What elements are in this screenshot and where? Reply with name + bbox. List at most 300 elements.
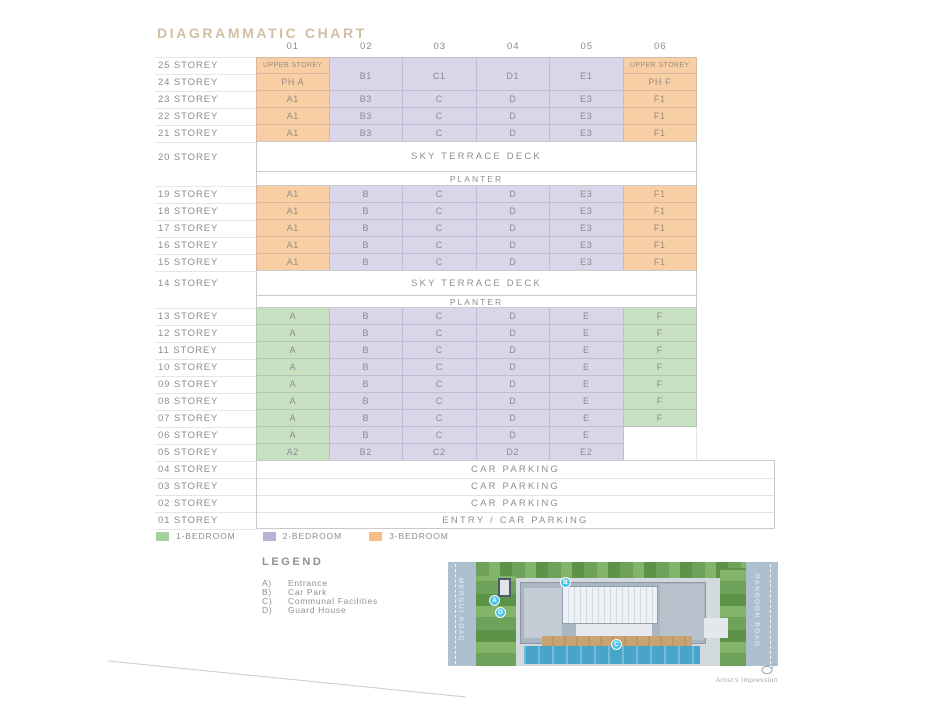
- unit-label: C: [435, 189, 443, 199]
- unit-label: D: [509, 413, 517, 423]
- legend-item-label: Communal Facilities: [288, 596, 378, 606]
- unit-cell: [256, 203, 330, 220]
- unit-cell: [403, 186, 477, 203]
- unit-cell: [330, 376, 404, 393]
- site-badge-b: B: [560, 577, 571, 588]
- unit-label: E3: [580, 189, 593, 199]
- unit-cell: [330, 237, 404, 254]
- unit-label: E: [582, 328, 590, 338]
- unit-cell: [550, 186, 624, 203]
- unit-label: A1: [286, 206, 299, 216]
- unit-cell: [256, 342, 330, 359]
- unit-cell: [477, 203, 551, 220]
- unit-label: D: [509, 223, 517, 233]
- unit-label: D1: [506, 71, 520, 81]
- unit-cell: [256, 308, 330, 325]
- storey-label: 02 STOREY: [158, 498, 219, 509]
- legend-item-label: Guard House: [288, 605, 347, 615]
- unit-cell: [403, 308, 477, 325]
- storey-row-line: [155, 203, 256, 204]
- unit-cell: [477, 325, 551, 342]
- storey-label: 07 STOREY: [158, 413, 219, 424]
- unit-cell: [477, 342, 551, 359]
- storey-row-line: [155, 461, 256, 462]
- unit-cell: [624, 220, 698, 237]
- unit-label: B: [362, 379, 370, 389]
- unit-cell: [624, 410, 698, 427]
- unit-label: A: [289, 345, 297, 355]
- legend-item-key: C): [262, 596, 273, 606]
- unit-label: A: [289, 396, 297, 406]
- unit-cell: [256, 359, 330, 376]
- unit-label: B: [362, 223, 370, 233]
- unit-cell: [550, 427, 624, 444]
- storey-row-line: [155, 142, 256, 143]
- unit-cell: [330, 427, 404, 444]
- unit-cell: [256, 444, 330, 461]
- unit-label: F1: [653, 128, 666, 138]
- mergui-road-label: MERGUI ROAD: [457, 578, 464, 643]
- unit-cell: [330, 203, 404, 220]
- storey-label: 06 STOREY: [158, 430, 219, 441]
- unit-label: C: [435, 128, 443, 138]
- unit-label: E: [582, 345, 590, 355]
- storey-label: 13 STOREY: [158, 311, 219, 322]
- unit-cell: [477, 444, 551, 461]
- unit-cell: [624, 376, 698, 393]
- unit-type-legend-item: [369, 531, 449, 541]
- storey-row-line: [155, 359, 256, 360]
- artists-impression-caption: Artist's Impression: [715, 677, 778, 684]
- unit-cell: [330, 125, 404, 142]
- unit-label: F1: [653, 223, 666, 233]
- unit-cell: [477, 108, 551, 125]
- unit-cell: [403, 108, 477, 125]
- storey-label: 05 STOREY: [158, 447, 219, 458]
- unit-cell: [550, 237, 624, 254]
- unit-cell: [477, 359, 551, 376]
- road-centerline: [455, 564, 456, 664]
- unit-label: D: [509, 430, 517, 440]
- unit-cell: [550, 125, 624, 142]
- unit-label: E: [582, 430, 590, 440]
- unit-label: C2: [432, 447, 446, 457]
- unit-type-label: 3-BEDROOM: [389, 531, 449, 541]
- storey-row-line: [155, 427, 256, 428]
- rangoon-road: [746, 562, 778, 666]
- unit-cell: [403, 237, 477, 254]
- unit-cell: [477, 186, 551, 203]
- unit-cell: [256, 91, 330, 108]
- unit-cell: [550, 108, 624, 125]
- unit-cell: [624, 91, 698, 108]
- site-plan-image: [448, 562, 778, 666]
- unit-label: E: [582, 362, 590, 372]
- unit-label: A1: [286, 94, 299, 104]
- unit-label: B: [362, 257, 370, 267]
- unit-label: E3: [580, 257, 593, 267]
- unit-label: D: [509, 257, 517, 267]
- stack-header: 01: [286, 41, 300, 52]
- car-parking-label: CAR PARKING: [471, 464, 560, 475]
- unit-label: A: [289, 430, 297, 440]
- page-title: DIAGRAMMATIC CHART: [157, 25, 367, 41]
- unit-label: D: [509, 379, 517, 389]
- stack-header: 06: [653, 41, 667, 52]
- unit-cell: [477, 410, 551, 427]
- unit-cell: [330, 57, 404, 91]
- unit-label: B: [362, 430, 370, 440]
- unit-label: A1: [286, 189, 299, 199]
- unit-label: D2: [506, 447, 520, 457]
- storey-label: 16 STOREY: [158, 240, 219, 251]
- unit-cell: [624, 74, 698, 91]
- storey-row-line: [155, 444, 256, 445]
- unit-cell: [403, 203, 477, 220]
- unit-label: C: [435, 396, 443, 406]
- unit-label: D: [509, 111, 517, 121]
- storey-label: 11 STOREY: [158, 345, 218, 356]
- unit-cell: [330, 91, 404, 108]
- unit-label: C: [435, 379, 443, 389]
- unit-cell: [477, 237, 551, 254]
- unit-cell: [550, 393, 624, 410]
- unit-label: F1: [653, 189, 666, 199]
- unit-cell: [256, 410, 330, 427]
- unit-cell: [403, 57, 477, 91]
- sky-terrace-band: SKY TERRACE DECK: [256, 141, 697, 172]
- unit-cell: [256, 220, 330, 237]
- unit-label: C: [435, 257, 443, 267]
- unit-cell: [477, 125, 551, 142]
- unit-cell: [256, 57, 330, 74]
- unit-cell: [403, 444, 477, 461]
- unit-label: D: [509, 396, 517, 406]
- unit-cell: [624, 325, 698, 342]
- storey-label: 03 STOREY: [158, 481, 219, 492]
- unit-cell: [624, 342, 698, 359]
- unit-label: E3: [580, 223, 593, 233]
- unit-cell: [624, 254, 698, 271]
- unit-label: E3: [580, 94, 593, 104]
- unit-label: B: [362, 345, 370, 355]
- legend-block: [262, 556, 378, 615]
- unit-type-legend-item: [156, 531, 236, 541]
- unit-cell: [403, 427, 477, 444]
- storey-label: 08 STOREY: [158, 396, 219, 407]
- site-badge-d: D: [495, 607, 506, 618]
- storey-row-line: [155, 186, 256, 187]
- unit-cell: [550, 325, 624, 342]
- unit-label: C: [435, 311, 443, 321]
- unit-cell: [624, 125, 698, 142]
- unit-label: D: [509, 128, 517, 138]
- building-left-wing: [524, 588, 562, 638]
- unit-label: A1: [286, 257, 299, 267]
- stack-header: 03: [433, 41, 447, 52]
- unit-label: B: [362, 311, 370, 321]
- unit-type-label: 1-BEDROOM: [176, 531, 236, 541]
- unit-label: A1: [286, 223, 299, 233]
- car-parking-box: [256, 460, 775, 529]
- storey-label: 21 STOREY: [158, 128, 219, 139]
- unit-label: A1: [286, 111, 299, 121]
- sky-terrace-band: SKY TERRACE DECK: [256, 270, 697, 296]
- unit-cell: [550, 410, 624, 427]
- unit-label: D: [509, 94, 517, 104]
- building-small-block: [704, 618, 728, 638]
- unit-label: F: [656, 362, 663, 372]
- unit-label: F: [656, 379, 663, 389]
- unit-label: C: [435, 345, 443, 355]
- unit-cell: [330, 410, 404, 427]
- unit-label: B2: [359, 447, 372, 457]
- unit-cell: [330, 359, 404, 376]
- planter-band: PLANTER: [256, 295, 697, 308]
- stack-header: 02: [359, 41, 373, 52]
- storey-row-line: [155, 271, 256, 272]
- unit-cell: [624, 108, 698, 125]
- unit-label: A: [289, 413, 297, 423]
- unit-label: D: [509, 362, 517, 372]
- storey-label: 10 STOREY: [158, 362, 219, 373]
- unit-label: A: [289, 379, 297, 389]
- building-roof: [562, 586, 658, 624]
- unit-label: C: [435, 362, 443, 372]
- unit-cell: [477, 308, 551, 325]
- legend-item-key: A): [262, 578, 272, 588]
- unit-cell: [403, 393, 477, 410]
- storey-label: 24 STOREY: [158, 77, 219, 88]
- unit-cell: [256, 393, 330, 410]
- unit-cell: [550, 57, 624, 91]
- unit-cell: [477, 57, 551, 91]
- storey-row-line: [155, 376, 256, 377]
- unit-cell: [403, 220, 477, 237]
- storey-label: 01 STOREY: [158, 515, 219, 526]
- storey-label: 22 STOREY: [158, 111, 219, 122]
- unit-label: E1: [580, 71, 593, 81]
- unit-cell: [403, 125, 477, 142]
- planter-band: PLANTER: [256, 171, 697, 186]
- storey-row-line: [155, 478, 256, 479]
- unit-label: F1: [653, 206, 666, 216]
- unit-cell: [330, 220, 404, 237]
- storey-row-line: [155, 91, 256, 92]
- unit-label: F: [656, 311, 663, 321]
- rangoon-road-label: RANGOON ROAD: [753, 574, 760, 648]
- storey-label: 18 STOREY: [158, 206, 219, 217]
- unit-label: D: [509, 328, 517, 338]
- trees-top: [476, 562, 746, 578]
- legend-item-key: B): [262, 587, 272, 597]
- unit-label: B3: [359, 94, 372, 104]
- unit-label: B: [362, 328, 370, 338]
- unit-cell: [624, 393, 698, 410]
- storey-row-line: [155, 308, 256, 309]
- unit-cell: [624, 237, 698, 254]
- unit-cell: [330, 308, 404, 325]
- unit-label: A1: [286, 240, 299, 250]
- unit-cell: [624, 203, 698, 220]
- legend-title: LEGEND: [262, 556, 324, 568]
- 2bed-swatch: [263, 532, 276, 541]
- empty-cell: [624, 427, 698, 444]
- unit-label: A: [289, 328, 297, 338]
- unit-label: F: [656, 396, 663, 406]
- unit-label: B1: [359, 71, 372, 81]
- unit-cell: [256, 427, 330, 444]
- unit-cell: [256, 254, 330, 271]
- storey-row-line: [155, 57, 256, 58]
- unit-label: C: [435, 413, 443, 423]
- unit-label: A2: [286, 447, 299, 457]
- trees-right: [720, 568, 746, 666]
- unit-cell: [550, 308, 624, 325]
- storey-label: 15 STOREY: [158, 257, 219, 268]
- building-right-wing: [660, 584, 704, 640]
- unit-cell: [403, 325, 477, 342]
- unit-label: B: [362, 362, 370, 372]
- unit-label: D: [509, 311, 517, 321]
- unit-cell: [330, 254, 404, 271]
- storey-label: 12 STOREY: [158, 328, 219, 339]
- unit-label: PH A: [281, 77, 305, 87]
- storey-row-line: [155, 74, 256, 75]
- car-parking-label: ENTRY / CAR PARKING: [442, 515, 589, 526]
- unit-cell: [550, 376, 624, 393]
- 3bed-swatch: [369, 532, 382, 541]
- unit-label: B: [362, 396, 370, 406]
- unit-cell: [256, 108, 330, 125]
- unit-cell: [550, 444, 624, 461]
- unit-cell: [550, 91, 624, 108]
- unit-label: C: [435, 111, 443, 121]
- storey-label: 09 STOREY: [158, 379, 219, 390]
- unit-label: F1: [653, 111, 666, 121]
- site-badge-a: A: [489, 595, 500, 606]
- unit-label: C: [435, 206, 443, 216]
- storey-row-line: [155, 108, 256, 109]
- unit-cell: [477, 220, 551, 237]
- unit-cell: [624, 186, 698, 203]
- unit-label: C: [435, 328, 443, 338]
- storey-label: 17 STOREY: [158, 223, 219, 234]
- unit-cell: [256, 186, 330, 203]
- unit-label: B: [362, 240, 370, 250]
- unit-label: C1: [432, 71, 446, 81]
- storey-row-line: [155, 342, 256, 343]
- unit-label: E: [582, 311, 590, 321]
- unit-cell: [256, 376, 330, 393]
- unit-label: A1: [286, 128, 299, 138]
- unit-label: F: [656, 328, 663, 338]
- unit-label: E: [582, 379, 590, 389]
- unit-label: E2: [580, 447, 593, 457]
- unit-cell: [550, 359, 624, 376]
- unit-cell: [403, 342, 477, 359]
- unit-cell: [477, 376, 551, 393]
- storey-row-line: [155, 393, 256, 394]
- unit-cell: [330, 186, 404, 203]
- unit-label: UPPER STOREY: [629, 61, 690, 69]
- road-centerline: [770, 564, 771, 664]
- unit-cell: [477, 393, 551, 410]
- unit-cell: [403, 410, 477, 427]
- unit-label: C: [435, 430, 443, 440]
- storey-label: 14 STOREY: [158, 278, 219, 289]
- unit-label: F1: [653, 94, 666, 104]
- unit-cell: [403, 376, 477, 393]
- stack-header: 05: [580, 41, 594, 52]
- svg-text:N: N: [773, 662, 776, 667]
- unit-cell: [624, 57, 698, 74]
- unit-label: E3: [580, 206, 593, 216]
- storey-label: 25 STOREY: [158, 60, 219, 71]
- unit-label: PH F: [648, 77, 672, 87]
- storey-label: 19 STOREY: [158, 189, 219, 200]
- unit-label: A: [289, 362, 297, 372]
- unit-label: E: [582, 396, 590, 406]
- storey-row-line: [155, 237, 256, 238]
- unit-label: UPPER STOREY: [262, 61, 323, 69]
- unit-label: C: [435, 240, 443, 250]
- unit-type-legend-item: [263, 531, 343, 541]
- storey-row-line: [155, 495, 256, 496]
- unit-cell: [403, 91, 477, 108]
- unit-cell: [330, 342, 404, 359]
- unit-cell: [330, 444, 404, 461]
- empty-cell: [624, 444, 698, 461]
- unit-label: F: [656, 345, 663, 355]
- 1bed-swatch: [156, 532, 169, 541]
- unit-label: F1: [653, 240, 666, 250]
- storey-row-line: [155, 220, 256, 221]
- unit-label: C: [435, 223, 443, 233]
- unit-label: C: [435, 94, 443, 104]
- unit-label: E: [582, 413, 590, 423]
- unit-cell: [477, 427, 551, 444]
- unit-cell: [624, 308, 698, 325]
- car-parking-label: CAR PARKING: [471, 498, 560, 509]
- unit-cell: [403, 359, 477, 376]
- unit-cell: [330, 393, 404, 410]
- unit-label: D: [509, 189, 517, 199]
- unit-cell: [256, 125, 330, 142]
- unit-label: D: [509, 345, 517, 355]
- unit-label: B3: [359, 128, 372, 138]
- unit-cell: [330, 108, 404, 125]
- site-badge-c: C: [611, 639, 622, 650]
- unit-label: D: [509, 240, 517, 250]
- unit-cell: [330, 325, 404, 342]
- unit-label: D: [509, 206, 517, 216]
- legend-item-label: Entrance: [288, 578, 328, 588]
- unit-label: E3: [580, 240, 593, 250]
- unit-label: E3: [580, 128, 593, 138]
- storey-label: 23 STOREY: [158, 94, 219, 105]
- storey-label: 04 STOREY: [158, 464, 219, 475]
- unit-cell: [256, 74, 330, 91]
- unit-cell: [550, 254, 624, 271]
- unit-cell: [477, 91, 551, 108]
- legend-item-key: D): [262, 605, 273, 615]
- unit-label: B3: [359, 111, 372, 121]
- legend-item-label: Car Park: [288, 587, 328, 597]
- unit-cell: [624, 359, 698, 376]
- unit-cell: [550, 220, 624, 237]
- unit-cell: [256, 237, 330, 254]
